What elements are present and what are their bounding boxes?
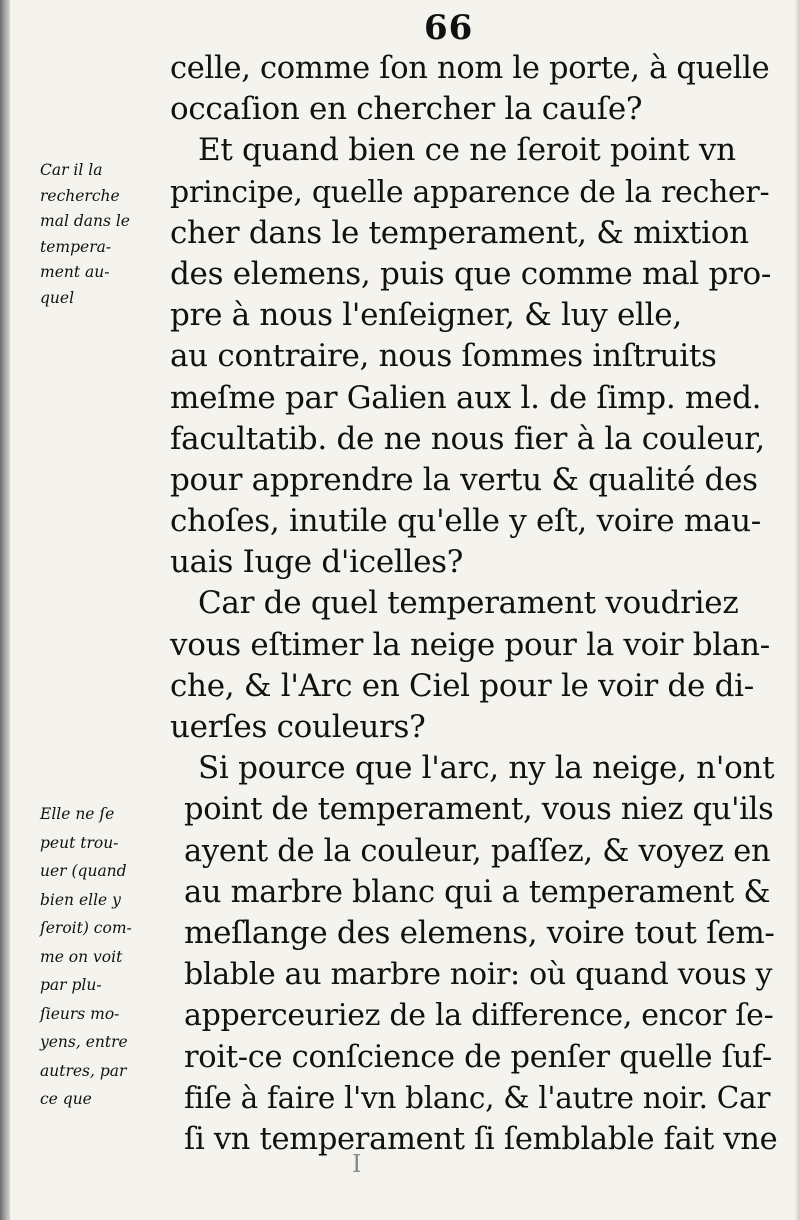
- text-line: uerſes couleurs?: [170, 709, 426, 745]
- margin-note-line: quel: [40, 288, 75, 307]
- text-line: pour apprendre la vertu & qualité des: [170, 461, 758, 498]
- text-line: cher dans le temperament, & mixtion: [170, 214, 749, 251]
- bottom-mark: I: [352, 1150, 362, 1178]
- text-line: roit-ce conſcience de penſer quelle ſuf-: [184, 1039, 772, 1075]
- margin-note-line: ſieurs mo-: [40, 1004, 120, 1023]
- text-line: point de temperament, vous niez qu'ils: [184, 792, 774, 828]
- text-line: celle, comme ſon nom le porte, à quelle: [170, 51, 770, 86]
- page-number: 66: [424, 8, 474, 48]
- text-line: ſi vn temperament ſi ſemblable fait vne: [184, 1121, 778, 1157]
- text-line: uais Iuge d'icelles?: [170, 544, 464, 581]
- book-spine-shadow: [0, 0, 10, 1220]
- text-line: au contraire, nous ſommes inſtruits: [170, 338, 717, 375]
- margin-note-line: ce que: [40, 1090, 92, 1108]
- text-line: che, & l'Arc en Ciel pour le voir de di-: [170, 667, 754, 704]
- margin-note-line: autres, par: [40, 1061, 127, 1080]
- text-line: pre à nous l'enſeigner, & luy elle,: [170, 297, 682, 334]
- text-line: Et quand bien ce ne ſeroit point vn: [198, 132, 736, 169]
- margin-note-line: Car il la: [40, 161, 103, 179]
- margin-note-line: bien elle y: [40, 890, 121, 909]
- margin-note-line: peut trou-: [40, 833, 119, 852]
- text-line: ayent de la couleur, paſſez, & voyez en: [184, 833, 771, 869]
- margin-note-2: [40, 800, 168, 1114]
- margin-note-line: par plu-: [40, 976, 102, 994]
- margin-note-1: [40, 158, 168, 311]
- text-line: apperceuriez de la difference, encor ſe-: [184, 998, 774, 1034]
- margin-note-line: me on voit: [40, 947, 123, 966]
- text-line: au marbre blanc qui a temperament &: [184, 874, 771, 910]
- margin-note-line: uer (quand: [40, 862, 127, 880]
- margin-note-line: ſeroit) com-: [40, 919, 132, 937]
- text-line: des elemens, puis que comme mal pro-: [170, 255, 772, 292]
- margin-note-line: Elle ne ſe: [40, 805, 115, 823]
- text-line: principe, quelle apparence de la recher-: [170, 174, 770, 210]
- margin-note-line: mal dans le: [40, 212, 130, 230]
- margin-note-line: tempera-: [40, 237, 112, 256]
- text-line: facultatib. de ne nous fier à la couleur,: [170, 420, 765, 457]
- text-line: blable au marbre noir: où quand vous y: [184, 957, 773, 993]
- text-line: vous eſtimer la neige pour la voir blan-: [170, 626, 770, 663]
- text-line: meſme par Galien aux l. de ſimp. med.: [170, 379, 762, 416]
- margin-note-line: yens, entre: [40, 1033, 128, 1051]
- text-line: Si pource que l'arc, ny la neige, n'ont: [198, 750, 775, 787]
- margin-note-line: ment au-: [40, 263, 110, 281]
- margin-note-line: recherche: [40, 186, 120, 205]
- text-line: fiſe à faire l'vn blanc, & l'autre noir. Car: [184, 1080, 771, 1115]
- page-edge: [794, 0, 800, 1220]
- text-line: Car de quel temperament voudriez: [198, 585, 739, 622]
- text-line: meſlange des elemens, voire tout ſem-: [184, 914, 775, 951]
- text-line: occaſion en chercher la cauſe?: [170, 91, 643, 128]
- main-text-block: [170, 48, 778, 1160]
- text-line: choſes, inutile qu'elle y eſt, voire mau-: [170, 503, 761, 540]
